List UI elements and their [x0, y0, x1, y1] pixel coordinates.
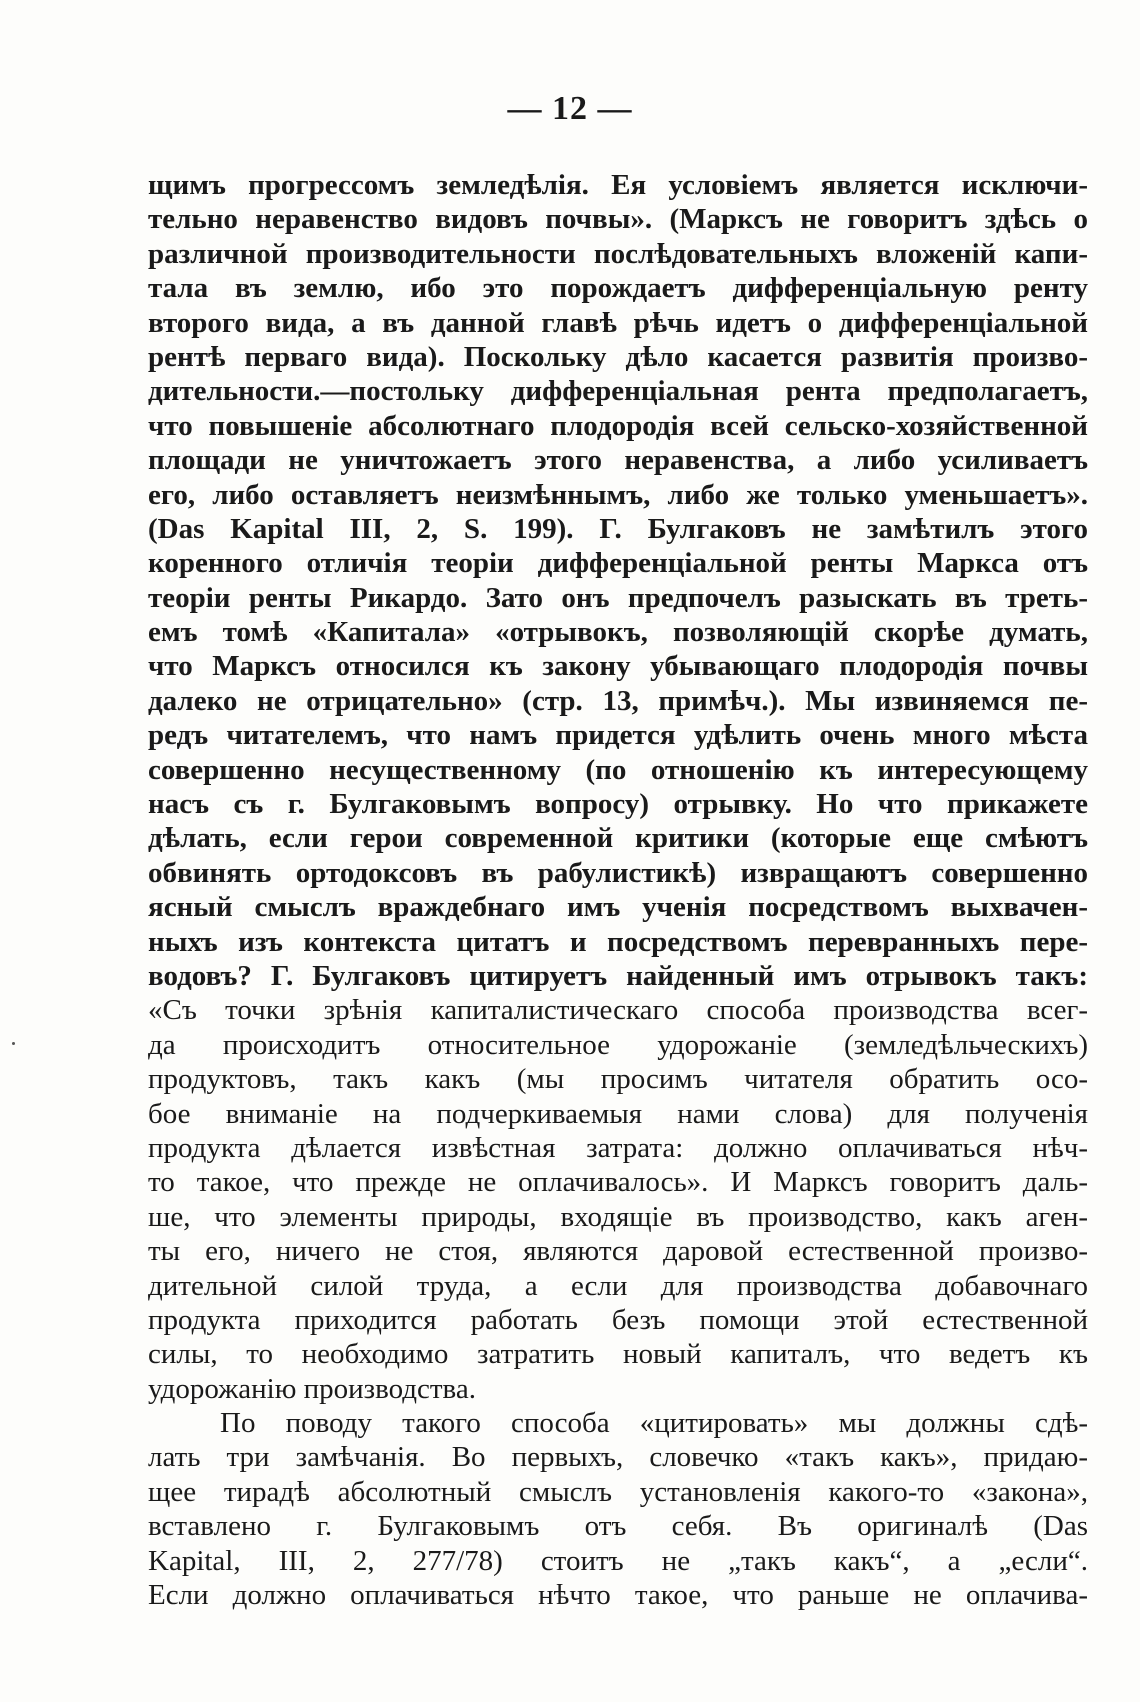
- text-line: ше, что элементы природы, входящіе въ производство, какъ аген-: [148, 1200, 1088, 1233]
- text-line: да происходитъ относительное удорожаніе (земледѣльческихъ): [148, 1028, 1088, 1061]
- text-line: продукта приходится работать безъ помощи этой естественной: [148, 1303, 1088, 1336]
- text-line: совершенно несущественному (по отношенію къ интересующему: [148, 753, 1088, 786]
- body-text: [148, 168, 1088, 1612]
- text-line: бое вниманіе на подчеркиваемыя нами слова) для полученія: [148, 1097, 1088, 1130]
- text-line: ясный смыслъ враждебнаго имъ ученія посредствомъ выхвачен-: [148, 891, 1088, 924]
- text-line: тельно неравенство видовъ почвы». (Марксъ не говоритъ здѣсь о: [148, 203, 1088, 236]
- text-line: что Марксъ относился къ закону убывающаго плодородія почвы: [148, 650, 1088, 683]
- text-line: второго вида, а въ данной главѣ рѣчь идетъ о дифференціальной: [148, 306, 1088, 339]
- text-line: лать три замѣчанія. Во первыхъ, словечко «такъ какъ», придаю-: [148, 1441, 1088, 1474]
- text-line: щее тирадѣ абсолютный смыслъ установленія какого-то «закона»,: [148, 1475, 1088, 1508]
- text-line: площади не уничтожаетъ этого неравенства, а либо усиливаетъ: [148, 444, 1088, 477]
- text-line: Если должно оплачиваться нѣчто такое, что раньше не оплачива-: [148, 1579, 1088, 1612]
- text-line: емъ томѣ «Капитала» «отрывокъ, позволяющій скорѣе думать,: [148, 616, 1088, 649]
- text-line: По поводу такого способа «цитировать» мы должны сдѣ-: [220, 1407, 1088, 1440]
- text-line: редъ читателемъ, что намъ придется удѣлить очень много мѣста: [148, 719, 1088, 752]
- text-line: то такое, что прежде не оплачивалось». И Марксъ говоритъ даль-: [148, 1166, 1088, 1199]
- text-line: вставлено г. Булгаковымъ отъ себя. Въ оригиналѣ (Das: [148, 1510, 1088, 1543]
- text-line: продуктовъ, такъ какъ (мы просимъ читателя обратить осо-: [148, 1063, 1088, 1096]
- text-line: обвинять ортодоксовъ въ рабулистикѣ) извращаютъ совершенно: [148, 856, 1088, 889]
- text-line: удорожанію производства.: [148, 1372, 476, 1405]
- text-line: коренного отличія теоріи дифференціальной ренты Маркса отъ: [148, 547, 1088, 580]
- text-line: далеко не отрицательно» (стр. 13, примѣч.). Мы извиняемся пе-: [148, 684, 1088, 717]
- page-number: — 12 —: [507, 90, 633, 127]
- text-line: насъ съ г. Булгаковымъ вопросу) отрывку. Но что прикажете: [148, 788, 1088, 821]
- text-line: различной производительности послѣдовательныхъ вложеній капи-: [148, 237, 1088, 270]
- text-line: продукта дѣлается извѣстная затрата: должно оплачиваться нѣч-: [148, 1131, 1088, 1164]
- text-line: Kapital, III, 2, 277/78) стоитъ не „такъ какъ“, а „если“.: [148, 1544, 1088, 1577]
- text-line: ты его, ничего не стоя, являются даровой естественной произво-: [148, 1235, 1088, 1268]
- text-line: рентѣ перваго вида). Поскольку дѣло касается развитія произво-: [148, 340, 1088, 373]
- text-line: дительной силой труда, а если для производства добавочнаго: [148, 1269, 1088, 1302]
- text-line: (Das Kapital III, 2, S. 199). Г. Булгаковъ не замѣтилъ этого: [148, 512, 1088, 545]
- text-line: «Съ точки зрѣнія капиталистическаго способа производства всег-: [148, 994, 1088, 1027]
- margin-dot: [12, 1042, 15, 1045]
- text-line: теоріи ренты Рикардо. Зато онъ предпочелъ разыскать въ треть-: [148, 581, 1088, 614]
- text-line: дительности.—постольку дифференціальная рента предполагаетъ,: [148, 375, 1088, 408]
- text-line: водовъ? Г. Булгаковъ цитируетъ найденный имъ отрывокъ такъ:: [148, 959, 1088, 992]
- text-line: ныхъ изъ контекста цитатъ и посредствомъ перевранныхъ пере-: [148, 925, 1088, 958]
- text-line: что повышеніе абсолютнаго плодородія всей сельско-хозяйственной: [148, 409, 1088, 442]
- text-line: тала въ землю, ибо это порождаетъ дифференціальную ренту: [148, 272, 1088, 305]
- text-line: силы, то необходимо затратить новый капиталъ, что ведетъ къ: [148, 1338, 1088, 1371]
- text-line: его, либо оставляетъ неизмѣннымъ, либо же только уменьшаетъ».: [148, 478, 1088, 511]
- text-line: щимъ прогрессомъ земледѣлія. Ея условіемъ является исключи-: [148, 169, 1088, 201]
- text-line: дѣлать, если герои современной критики (которые еще смѣютъ: [148, 822, 1088, 855]
